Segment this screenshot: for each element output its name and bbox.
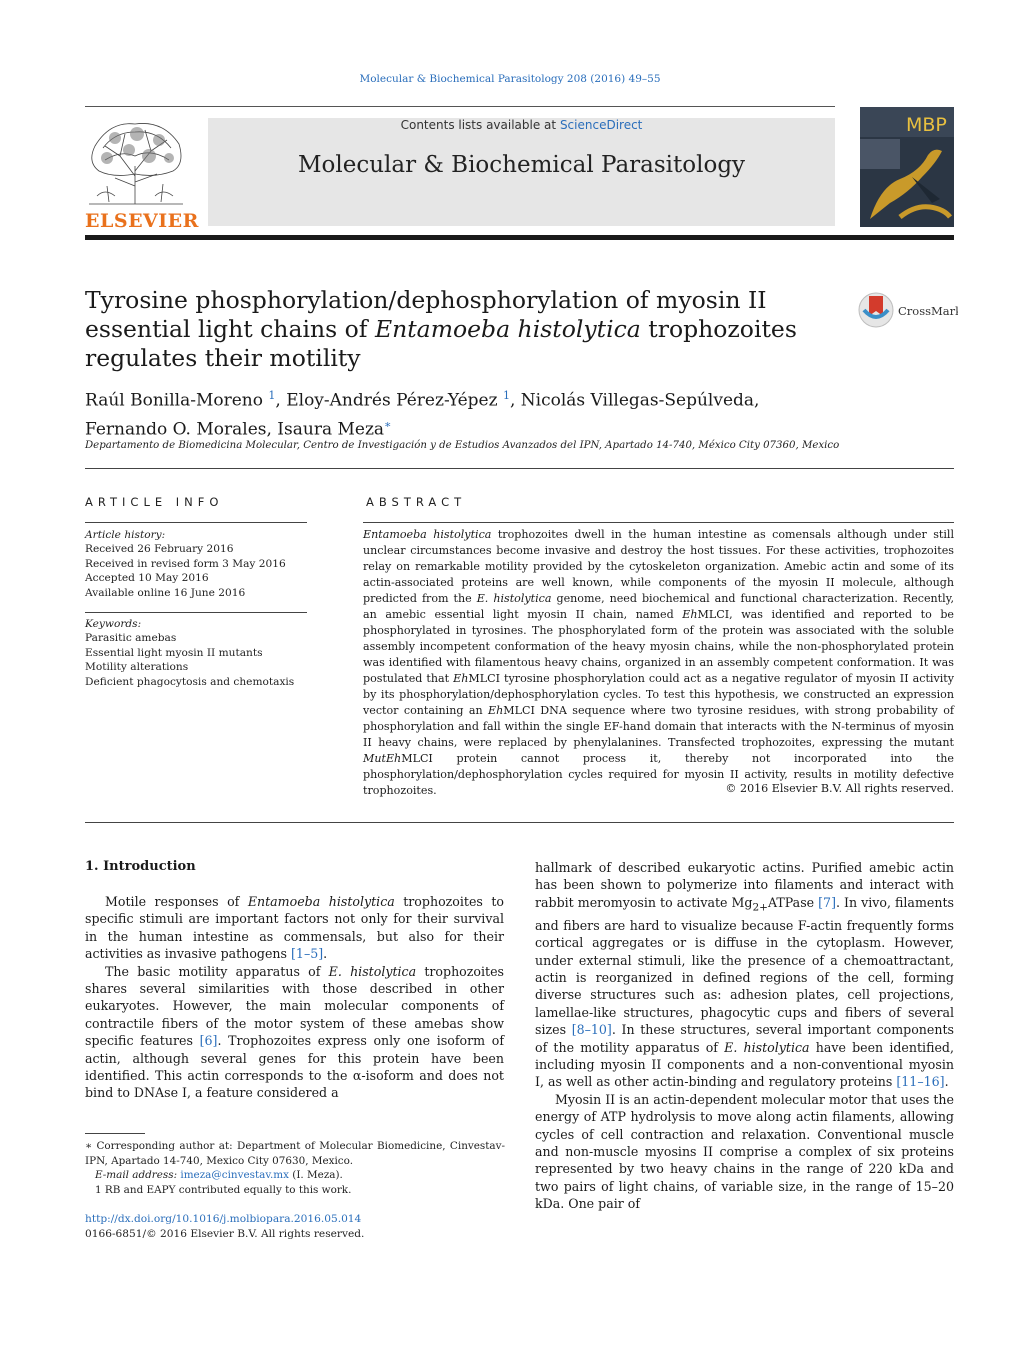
title-part-2: trophozoites regulates their motility — [85, 315, 797, 372]
citation-link[interactable]: [7] — [818, 894, 836, 910]
doi-link[interactable]: http://dx.doi.org/10.1016/j.molbiopara.2016.05.014 — [85, 1213, 362, 1225]
history-item: Received 26 February 2016 — [85, 543, 234, 556]
text-span: ATPase — [767, 894, 819, 910]
journal-title[interactable]: Molecular & Biochemical Parasitology — [297, 152, 746, 178]
text-span: trophozoites shares several similarities with those described in other eukaryotes. However, the main molecular components of contractile fibers of the motor system of these amebas show specific features — [85, 963, 504, 1049]
text-span: . In these structures, several important components of the motility apparatus of — [535, 1022, 954, 1055]
author-name[interactable]: Isaura Meza — [277, 419, 385, 440]
history-item: Received in revised form 3 May 2016 — [85, 557, 286, 570]
article-info-rule — [85, 522, 307, 523]
abstract-heading: ABSTRACT — [366, 495, 467, 509]
article-history — [85, 528, 325, 600]
crossmark-label: CrossMark — [898, 304, 958, 318]
affiliation: Departamento de Biomedicina Molecular, Centro de Investigación y de Estudios Avanzados del IPN, Apartado 14-740, México City 07360, Mexico — [85, 440, 840, 451]
footnotes — [85, 1139, 505, 1197]
footnote-rule — [85, 1133, 145, 1134]
elsevier-tree-icon — [85, 116, 187, 206]
issn-line: 0166-6851/© 2016 Elsevier B.V. All rights reserved. — [85, 1227, 365, 1240]
abstract-span: MLCI DNA sequence where two tyrosine residues, with strong probability of phosphorylation and fall within the single EF-hand domain that interacts with the N-terminus of myosin II heavy chains, were replaced by phenylalanines. Transfected trophozoites, expressing the mutant — [363, 704, 955, 749]
abstract-span: genome, need biochemical and functional characterization. Recently, an amebic essential light myosin II chain, named — [363, 592, 955, 621]
article-info-heading: ARTICLE INFO — [85, 495, 224, 509]
abstract-span: Eh — [453, 672, 469, 685]
body-rule — [85, 822, 954, 823]
abstract-span: Eh — [488, 704, 504, 717]
abstract-span: trophozoites dwell in the human intestine as comensals although under still unclear circumstances become invasive and destroy the host tissues. For these activities, trophozoites relay on remarkable motility provided by the cytoskeleton organization. Amebic actin and some of its actin-associated proteins are well known, while components of the myosin II molecule, although predicted from the — [363, 528, 954, 605]
citation-link[interactable]: [1–5] — [291, 946, 324, 962]
text-span: The basic motility apparatus of — [105, 963, 329, 979]
sciencedirect-link[interactable]: ScienceDirect — [559, 118, 643, 132]
body-right-column — [535, 859, 954, 1213]
header-rule — [85, 106, 835, 107]
journal-banner — [208, 118, 835, 226]
author-name[interactable]: Nicolás Villegas-Sepúlveda, — [520, 390, 760, 411]
author-list — [85, 384, 845, 441]
email-note — [85, 1168, 505, 1183]
corresponding-author-note: ∗ Corresponding author at: Department of Molecular Biomedicine, Cinvestav-IPN, Apartado 14-740, Mexico City 07630, Mexico. — [85, 1140, 505, 1167]
author-name[interactable]: Eloy-Andrés Pérez-Yépez — [286, 390, 498, 411]
history-label: Article history: — [85, 529, 166, 541]
email-label: E-mail address: — [95, 1169, 181, 1181]
citation-link[interactable]: [6] — [199, 1033, 218, 1049]
text-span: . — [944, 1074, 949, 1090]
author-separator: , — [509, 390, 521, 411]
history-item: Accepted 10 May 2016 — [85, 572, 209, 585]
abstract-span: E. histolytica — [476, 592, 552, 605]
abstract-span: Entamoeba histolytica — [363, 528, 492, 541]
header-thick-rule — [85, 235, 954, 240]
contents-prefix: Contents lists available at — [400, 118, 560, 132]
email-link[interactable]: imeza@cinvestav.mx — [180, 1169, 289, 1181]
title-part-1: Tyrosine phosphorylation/dephosphorylation of myosin II essential light chains of — [85, 286, 767, 343]
text-span: Motile responses of — [105, 894, 248, 909]
citation-link[interactable]: [8–10] — [571, 1022, 612, 1038]
author-separator: , — [275, 390, 287, 411]
body-left-column — [85, 893, 504, 1102]
keywords-rule — [85, 612, 307, 613]
doi-block — [85, 1212, 505, 1241]
author-separator: , — [266, 419, 278, 440]
article-title — [85, 286, 825, 373]
keyword-item: Deficient phagocytosis and chemotaxis — [85, 675, 295, 688]
affiliation-rule — [85, 468, 954, 469]
text-span: 2+ — [752, 901, 768, 914]
text-span: . In vivo, filaments and fibers are hard to visualize because F-actin frequently forms cortical aggregates or is diffuse in the cytoplasm. However, under external stimuli, like the presence of a chemoattractant, actin is reorganized in defined regions of the cell, forming diverse structures such as: adhesion plates, cell projections, lamellae-like structures, phagocytic cups and fibers of several sizes — [535, 894, 954, 1038]
text-span: . Trophozoites express only one isoform of actin, although several genes for this protein have been identified. This actin corresponds to the α-isoform and does not bind to DNAse I, a feature considered a — [85, 1033, 504, 1101]
journal-reference[interactable]: Molecular & Biochemical Parasitology 208 (2016) 49–55 — [359, 73, 661, 85]
abstract-span: MLCI, was identified and reported to be phosphorylated in tyrosines. The phosphorylated form of the protein was associated with the soluble assembly incompetent conformation of the heavy myosin chains, while the non-phosphorylated protein was identified with filamentous heavy chains, organized in an assembly competent conformation. It was postulated that — [363, 608, 954, 685]
text-span: hallmark of described eukaryotic actins. Purified amebic actin has been shown to polymerize into filaments and interact with rabbit meromyosin to activate Mg — [535, 860, 954, 910]
author-note-marker[interactable]: 1 — [502, 389, 510, 402]
keyword-item: Motility alterations — [85, 661, 189, 674]
crossmark-icon — [858, 290, 958, 330]
text-span: . — [323, 946, 328, 962]
cover-mbp-text: MBP — [906, 114, 947, 136]
text-span: trophozoites to specific stimuli are important factors not only for their survival in the human intestine as commensals, but also for their activities as invasive pathogens — [85, 894, 504, 962]
email-suffix: (I. Meza). — [288, 1169, 343, 1181]
citation-link[interactable]: [11–16] — [896, 1074, 945, 1090]
text-span: E. histolytica — [328, 963, 417, 979]
text-span: Entamoeba histolytica — [247, 894, 395, 909]
paragraph: Myosin II is an actin-dependent molecular motor that uses the energy of ATP hydrolysis to move along actin filaments, allowing cycles of cell contraction and relaxation. Conventional muscle and non-muscle myosins II comprise a complex of six proteins represented by two heavy chains in the range of 220 kDa and two pairs of light chains, of variable size, in the range of 15–20 kDa. One pair of — [535, 1091, 954, 1212]
abstract-span: MLCI protein cannot process it, thereby not incorporated into the phosphorylation/dephosphorylation cycles required for myosin II activity, results in motility defective trophozoites. — [363, 752, 954, 797]
abstract-span: MutEh — [363, 752, 402, 765]
paragraph — [535, 859, 954, 1091]
paragraph — [85, 893, 504, 963]
abstract-span: MLCI tyrosine phosphorylation could act as a negative regulator of myosin II activity by its phosphorylation/dephosphorylation cycles. To test this hypothesis, we constructed an expression vector containing an — [363, 672, 954, 717]
equal-contribution-note: 1 RB and EAPY contributed equally to this work. — [95, 1183, 352, 1196]
title-species: Entamoeba histolytica — [374, 315, 641, 343]
abstract-text — [363, 527, 954, 799]
paragraph — [85, 963, 504, 1102]
elsevier-wordmark: ELSEVIER — [85, 210, 199, 232]
keyword-item: Parasitic amebas — [85, 632, 177, 645]
corresponding-author-marker[interactable]: ∗ — [384, 417, 392, 431]
journal-cover-image[interactable] — [860, 107, 954, 227]
cover-art-icon — [860, 107, 954, 227]
contents-line — [208, 118, 835, 132]
keywords-label: Keywords: — [85, 618, 142, 630]
history-item: Available online 16 June 2016 — [85, 586, 246, 599]
introduction-heading: 1. Introduction — [85, 859, 196, 874]
author-note-marker[interactable]: 1 — [268, 389, 276, 402]
text-span: E. histolytica — [724, 1039, 810, 1055]
elsevier-logo — [85, 116, 199, 232]
keyword-item: Essential light myosin II mutants — [85, 646, 263, 659]
crossmark-badge[interactable] — [858, 290, 958, 330]
keywords — [85, 617, 325, 689]
author-name[interactable]: Raúl Bonilla-Moreno — [85, 390, 263, 411]
abstract-copyright: © 2016 Elsevier B.V. All rights reserved. — [725, 782, 954, 795]
text-span: have been identified, including myosin II components and a non-conventional myosin I, as well as other actin-binding and regulatory proteins — [535, 1039, 954, 1090]
abstract-rule — [363, 522, 954, 523]
author-name[interactable]: Fernando O. Morales — [85, 419, 267, 440]
abstract-span: Eh — [682, 608, 698, 621]
